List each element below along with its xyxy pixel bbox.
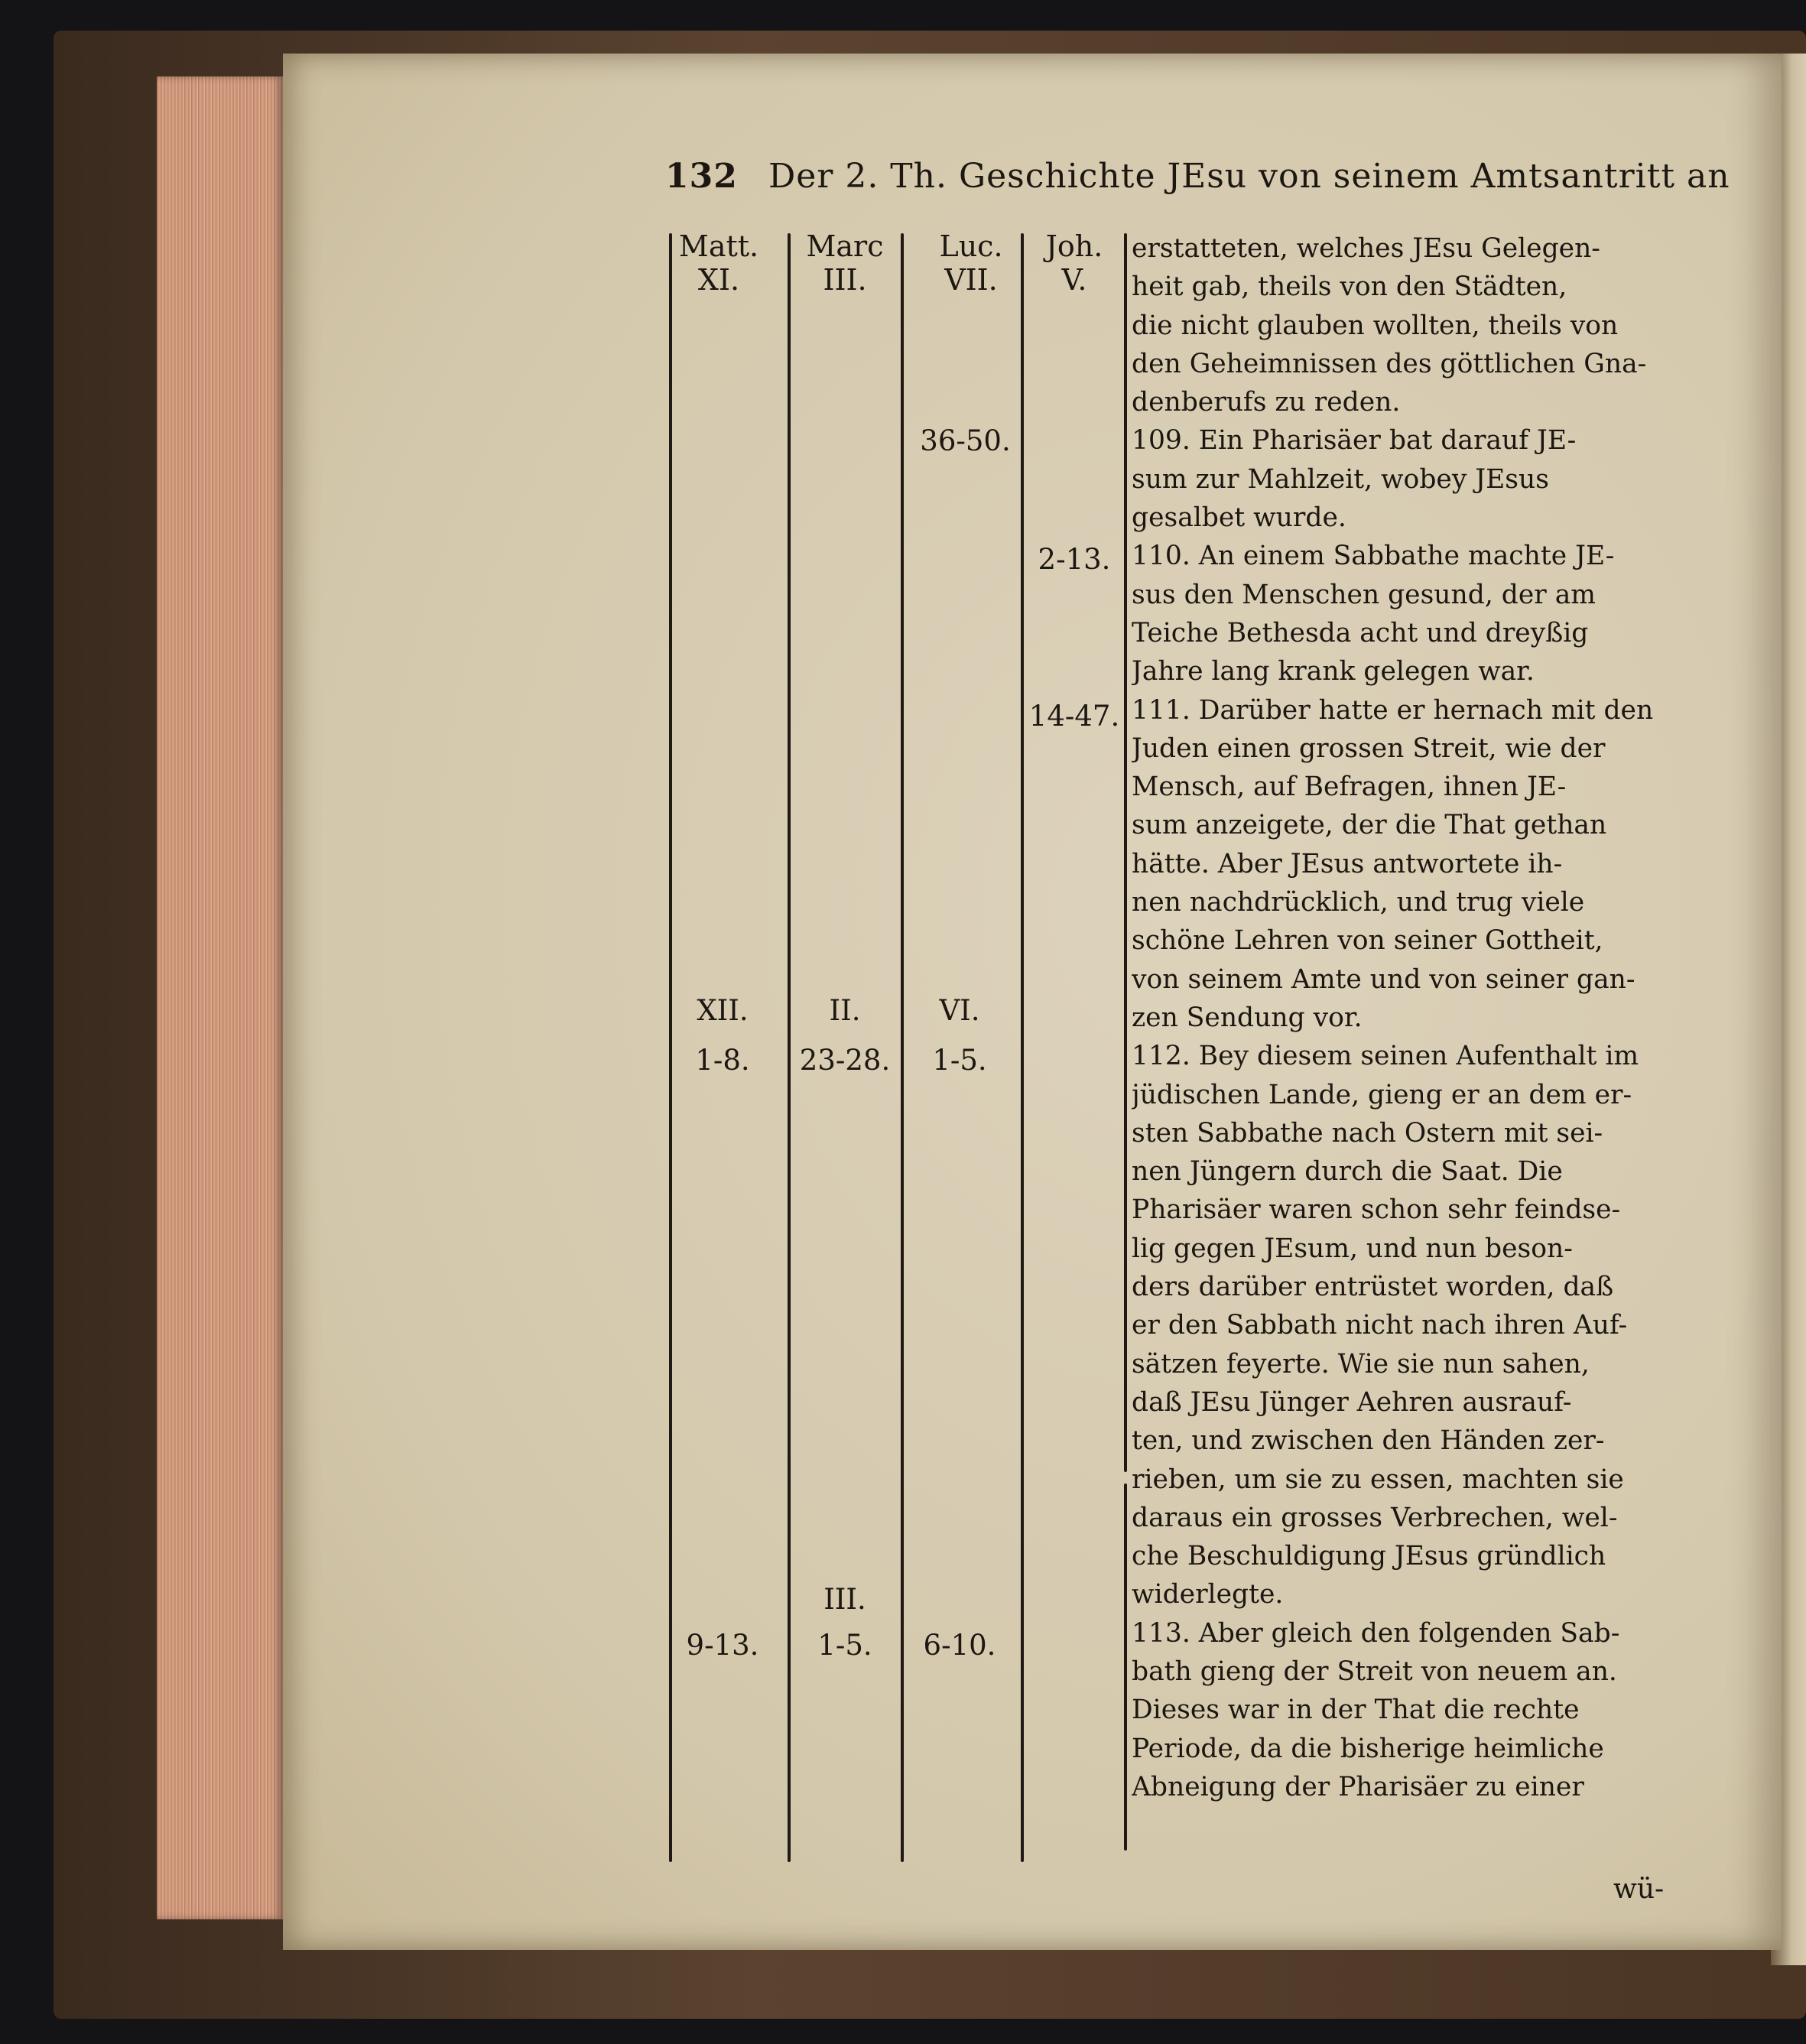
text-line: ten, und zwischen den Händen zer- xyxy=(1132,1425,1605,1457)
running-title: Der 2. Th. Geschichte JEsu von seinem Amtsantritt an xyxy=(768,157,1730,196)
text-line: Mensch, auf Befragen, ihnen JE- xyxy=(1132,772,1567,803)
text-line: Teiche Bethesda acht und dreyßig xyxy=(1132,617,1589,648)
main-text xyxy=(1132,229,1682,1806)
ref-joh-14-47: 14-47. xyxy=(1028,700,1120,733)
col-matt-gospel: Matt. xyxy=(678,229,759,263)
text-line: den Geheimnissen des göttlichen Gna- xyxy=(1132,348,1647,379)
text-line: widerlegte. xyxy=(1132,1579,1284,1610)
ref-matt-1-8: 1-8. xyxy=(695,1044,750,1077)
ref-marc-1-5: 1-5. xyxy=(817,1629,872,1662)
column-rule-5b xyxy=(1124,1483,1127,1851)
text-line: sum anzeigete, der die That gethan xyxy=(1132,810,1607,841)
ref-joh-2-13: 2-13. xyxy=(1038,543,1111,576)
ref-marc-chapter-iii: III. xyxy=(823,1583,866,1616)
col-matt-head xyxy=(673,229,765,297)
text-line: sätzen feyerte. Wie sie nun sahen, xyxy=(1132,1348,1590,1379)
col-marc-head xyxy=(791,229,898,297)
text-line: gesalbet wurde. xyxy=(1132,502,1346,534)
text-line: sten Sabbathe nach Ostern mit sei- xyxy=(1132,1117,1603,1149)
text-line: bath gieng der Streit von neuem an. xyxy=(1132,1656,1617,1687)
ref-luc-chapter-vi: VI. xyxy=(939,994,980,1027)
text-line: lig gegen JEsum, und nun beson- xyxy=(1132,1233,1573,1264)
text-line: sus den Menschen gesund, der am xyxy=(1132,579,1596,610)
text-line: 112. Bey diesem seinen Aufenthalt im xyxy=(1132,1041,1639,1072)
col-joh-gospel: Joh. xyxy=(1045,229,1103,263)
col-joh-chapter: V. xyxy=(1061,263,1087,297)
ref-luc-1-5: 1-5. xyxy=(932,1044,987,1077)
text-line: 109. Ein Pharisäer bat darauf JE- xyxy=(1132,425,1577,457)
col-marc-gospel: Marc xyxy=(806,229,884,263)
catchword: wü- xyxy=(1613,1873,1665,1905)
text-line: Periode, da die bisherige heimliche xyxy=(1132,1733,1604,1764)
text-line: hätte. Aber JEsus antwortete ih- xyxy=(1132,848,1563,879)
text-line: ders darüber entrüstet worden, daß xyxy=(1132,1272,1614,1303)
ref-marc-chapter-ii: II. xyxy=(829,994,861,1027)
ref-matt-chapter-xii: XII. xyxy=(697,994,749,1027)
text-line: Abneigung der Pharisäer zu einer xyxy=(1132,1771,1584,1802)
column-rule-3 xyxy=(901,233,904,1862)
text-line: er den Sabbath nicht nach ihren Auf- xyxy=(1132,1310,1628,1341)
col-matt-chapter: XI. xyxy=(697,263,740,297)
column-rule-4 xyxy=(1021,233,1024,1862)
text-line: nen nachdrücklich, und trug viele xyxy=(1132,887,1585,918)
text-line: 113. Aber gleich den folgenden Sab- xyxy=(1132,1617,1620,1649)
text-line: rieben, um sie zu essen, machten sie xyxy=(1132,1464,1624,1495)
ref-luc-6-10: 6-10. xyxy=(923,1629,996,1662)
col-luc-chapter: VII. xyxy=(944,263,998,297)
column-rule-1 xyxy=(669,233,672,1862)
text-line: 111. Darüber hatte er hernach mit den xyxy=(1132,694,1654,726)
col-joh-head xyxy=(1025,229,1124,297)
page-edges xyxy=(157,76,283,1919)
ref-luc-36-50: 36-50. xyxy=(920,424,1011,457)
text-line: die nicht glauben wollten, theils von xyxy=(1132,310,1619,341)
text-line: daraus ein grosses Verbrechen, wel- xyxy=(1132,1502,1618,1533)
text-line: Dieses war in der That die rechte xyxy=(1132,1695,1580,1726)
text-line: Juden einen grossen Streit, wie der xyxy=(1132,733,1606,764)
ref-matt-9-13: 9-13. xyxy=(686,1629,759,1662)
text-line: nen Jüngern durch die Saat. Die xyxy=(1132,1156,1563,1188)
text-line: zen Sendung vor. xyxy=(1132,1002,1363,1033)
col-luc-head xyxy=(918,229,1025,297)
column-rule-5a xyxy=(1124,233,1127,1472)
ref-marc-23-28: 23-28. xyxy=(799,1044,891,1077)
column-rule-2 xyxy=(788,233,791,1862)
text-line: jüdischen Lande, gieng er an dem er- xyxy=(1132,1079,1632,1110)
text-line: Jahre lang krank gelegen war. xyxy=(1132,656,1535,687)
col-marc-chapter: III. xyxy=(823,263,867,297)
text-line: von seinem Amte und von seiner gan- xyxy=(1132,964,1635,995)
running-header xyxy=(665,157,1730,210)
text-line: daß JEsu Jünger Aehren ausrauf- xyxy=(1132,1386,1572,1418)
col-luc-gospel: Luc. xyxy=(939,229,1003,263)
text-line: Pharisäer waren schon sehr feindse- xyxy=(1132,1194,1621,1226)
text-line: schöne Lehren von seiner Gottheit, xyxy=(1132,925,1603,957)
text-line: erstatteten, welches JEsu Gelegen- xyxy=(1132,233,1600,264)
text-line: heit gab, theils von den Städten, xyxy=(1132,271,1567,303)
text-line: 110. An einem Sabbathe machte JE- xyxy=(1132,541,1615,572)
text-line: sum zur Mahlzeit, wobey JEsus xyxy=(1132,463,1549,495)
page-number: 132 xyxy=(665,157,738,196)
text-line: che Beschuldigung JEsus gründlich xyxy=(1132,1541,1606,1572)
text-line: denberufs zu reden. xyxy=(1132,387,1401,418)
